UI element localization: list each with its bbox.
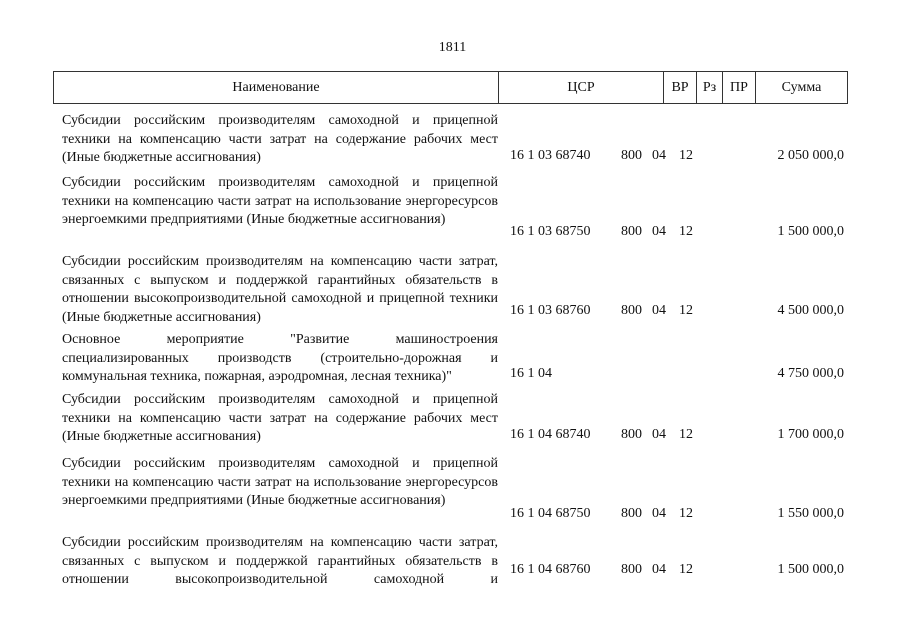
row-pr: 12 xyxy=(679,148,693,163)
row-name: Субсидии российским производителям самоходной и прицепной техники на компенсацию части затрат на использование энергоресурсов энергоемкими предприятиями (Иные бюджетные ассигнования) xyxy=(62,175,498,228)
row-vr: 800 xyxy=(621,303,642,318)
row-pr: 12 xyxy=(679,506,693,521)
row-csr: 16 1 04 68750 xyxy=(510,506,591,521)
row-sum: 4 750 000,0 xyxy=(777,366,844,381)
row-name: Субсидии российским производителям на компенсацию части затрат, связанных с выпуском и поддержкой гарантийных обязательств в отношении высокопроизводительной самоходной и прицепной техники (Иные бюджетные ассигнования) xyxy=(62,254,498,326)
row-sum: 4 500 000,0 xyxy=(777,303,844,318)
header-pr: ПР xyxy=(723,72,756,103)
row-csr: 16 1 03 68740 xyxy=(510,148,591,163)
row-vr: 800 xyxy=(621,506,642,521)
header-vr: ВР xyxy=(664,72,697,103)
row-pr: 12 xyxy=(679,427,693,442)
row-vr: 800 xyxy=(621,148,642,163)
row-csr: 16 1 04 xyxy=(510,366,552,381)
header-sum: Сумма xyxy=(781,80,822,95)
page-number: 1811 xyxy=(438,40,467,55)
row-name: Субсидии российским производителям самоходной и прицепной техники на компенсацию части затрат на содержание рабочих мест (Иные бюджетные ассигнования) xyxy=(62,392,498,445)
row-vr: 800 xyxy=(621,427,642,442)
row-pr: 12 xyxy=(679,303,693,318)
row-pr: 12 xyxy=(679,224,693,239)
row-csr: 16 1 03 68750 xyxy=(510,224,591,239)
row-rz: 04 xyxy=(652,506,666,521)
row-rz: 04 xyxy=(652,303,666,318)
row-sum: 1 500 000,0 xyxy=(777,224,844,239)
row-name: Субсидии российским производителям самоходной и прицепной техники на компенсацию части затрат на содержание рабочих мест (Иные бюджетные ассигнования) xyxy=(62,113,498,166)
row-rz: 04 xyxy=(652,148,666,163)
table-header xyxy=(53,71,848,104)
header-rz: Рз xyxy=(697,72,723,103)
row-name: Основное мероприятие "Развитие машиностроения специализированных производств (строительно-дорожная и коммунальная техника, пожарная, аэродромная, лесная техника)" xyxy=(62,332,498,385)
row-vr: 800 xyxy=(621,562,642,577)
row-sum: 2 050 000,0 xyxy=(777,148,844,163)
row-rz: 04 xyxy=(652,224,666,239)
row-rz: 04 xyxy=(652,427,666,442)
row-name: Субсидии российским производителям самоходной и прицепной техники на компенсацию части затрат на использование энергоресурсов энергоемкими предприятиями (Иные бюджетные ассигнования) xyxy=(62,456,498,509)
row-vr: 800 xyxy=(621,224,642,239)
row-rz: 04 xyxy=(652,562,666,577)
row-csr: 16 1 03 68760 xyxy=(510,303,591,318)
row-csr: 16 1 04 68760 xyxy=(510,562,591,577)
row-pr: 12 xyxy=(679,562,693,577)
row-sum: 1 700 000,0 xyxy=(777,427,844,442)
header-csr: ЦСР xyxy=(499,72,664,103)
header-name: Наименование xyxy=(54,72,499,103)
row-sum: 1 500 000,0 xyxy=(777,562,844,577)
row-csr: 16 1 04 68740 xyxy=(510,427,591,442)
row-sum: 1 550 000,0 xyxy=(777,506,844,521)
row-name: Субсидии российским производителям на компенсацию части затрат, связанных с выпуском и поддержкой гарантийных обязательств в отношении высокопроизводительной самоходной и xyxy=(62,535,498,588)
